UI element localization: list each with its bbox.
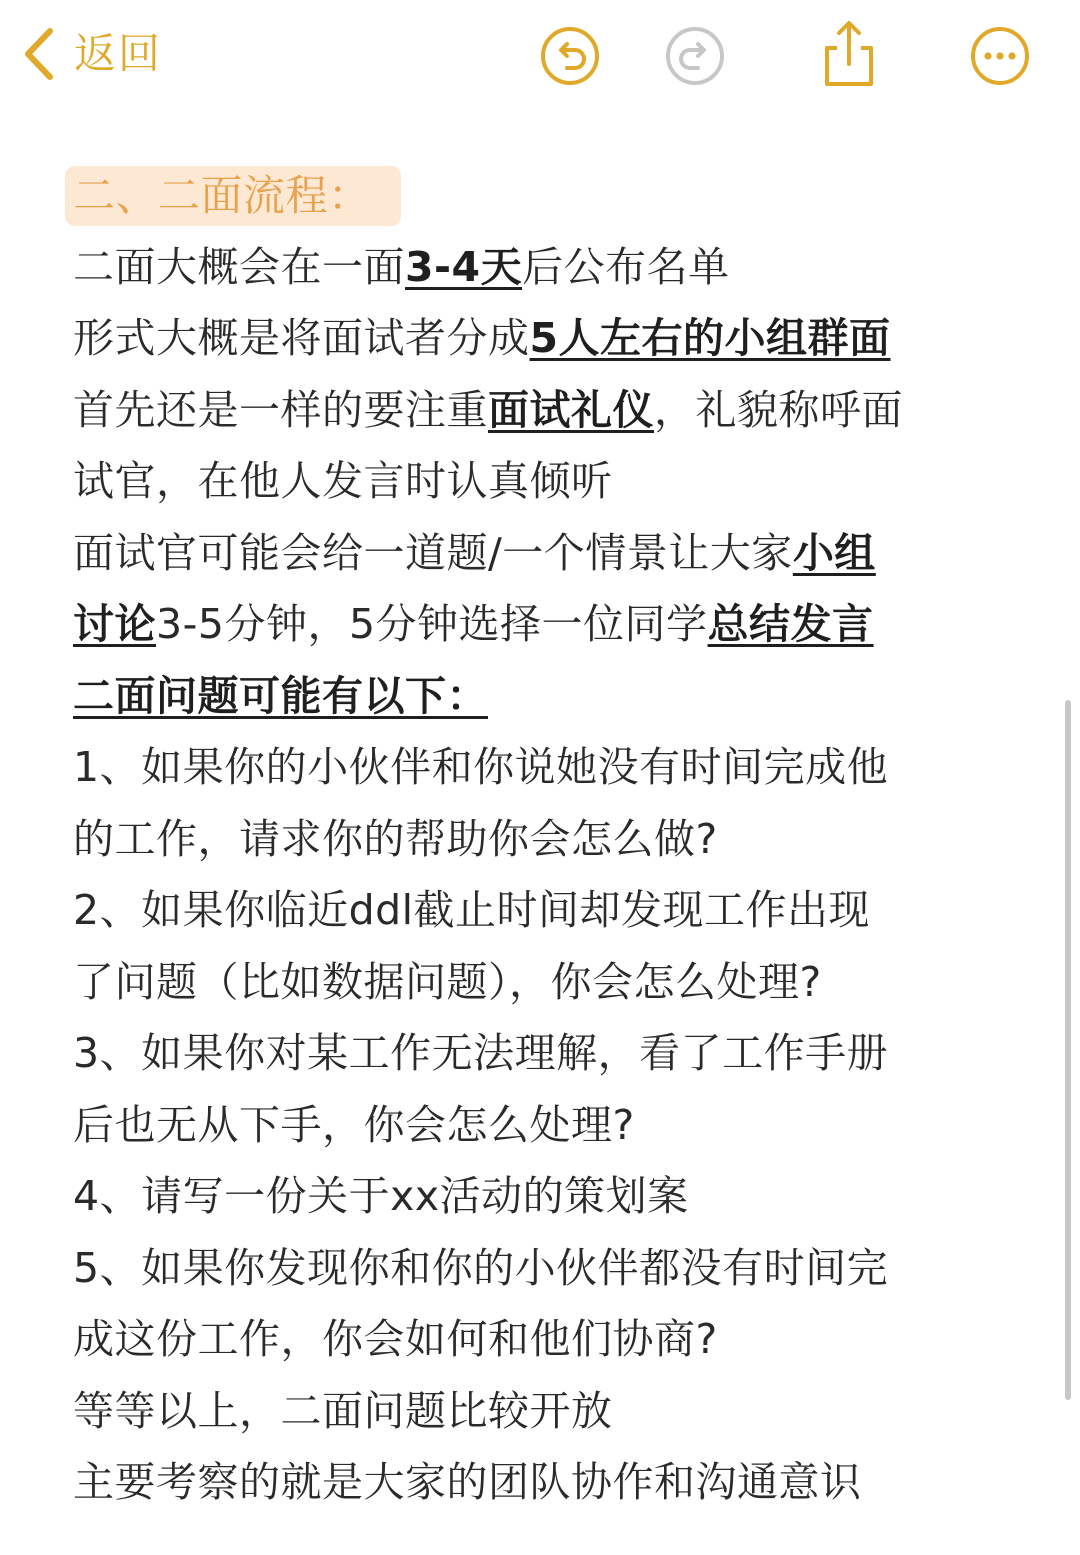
more-icon (968, 24, 1032, 88)
back-label: 返回 (74, 29, 163, 78)
note-line: 了问题（比如数据问题），你会怎么处理? (73, 957, 822, 1006)
note-line: 3、如果你对某工作无法理解，看了工作手册 (73, 1029, 889, 1077)
note-line (73, 232, 1008, 304)
section-heading: 二、二面流程： (73, 171, 371, 220)
note-line: 4、请写一份关于xx活动的策划案 (73, 1172, 689, 1220)
note-line (73, 303, 1008, 375)
top-toolbar (0, 0, 1080, 110)
heading-highlight (65, 166, 401, 226)
underlined-subheading: 二面问题可能有以下： (73, 671, 488, 720)
note-line: 主要考察的就是大家的团队协作和沟通意识 (73, 1458, 862, 1506)
note-line: 2、如果你临近ddl截止时间却发现工作出现 (73, 886, 871, 934)
back-button[interactable] (22, 24, 162, 84)
note-line (73, 518, 1008, 590)
underlined-text: 5人左右的小组群面 (529, 314, 891, 362)
note-line (73, 375, 1008, 447)
underlined-text: 讨论 (73, 600, 156, 648)
text-span: ，礼貌称呼面 (654, 385, 903, 434)
underlined-text: 总结发言 (707, 600, 874, 648)
section-heading-line (73, 160, 1008, 232)
scrollbar[interactable] (1065, 700, 1071, 1400)
note-line: 的工作，请求你的帮助你会怎么做? (73, 814, 718, 863)
text-span: 3-5分钟，5分钟选择一位同学 (156, 600, 708, 648)
underlined-text: 面试礼仪 (488, 385, 654, 434)
redo-icon (663, 24, 727, 88)
note-line (73, 589, 1008, 661)
text-span: 形式大概是将面试者分成 (73, 314, 530, 362)
text-span: 首先还是一样的要注重 (73, 385, 488, 434)
note-line: 5、如果你发现你和你的小伙伴都没有时间完 (73, 1243, 889, 1292)
undo-icon (538, 24, 602, 88)
underlined-text: 3-4天 (405, 242, 523, 291)
note-line: 后也无从下手，你会怎么处理? (73, 1100, 635, 1149)
text-span: 后公布名单 (522, 242, 730, 291)
chevron-left-icon (22, 25, 56, 83)
note-line (73, 661, 1008, 733)
undo-button[interactable] (538, 24, 602, 88)
underlined-text: 小组 (792, 528, 876, 577)
text-span: 面试官可能会给一道题/一个情景让大家 (73, 528, 793, 577)
note-body[interactable] (73, 160, 1008, 1519)
note-line: 成这份工作，你会如何和他们协商? (73, 1315, 718, 1363)
note-line: 等等以上，二面问题比较开放 (73, 1386, 613, 1435)
redo-button[interactable] (663, 24, 727, 88)
note-line: 1、如果你的小伙伴和你说她没有时间完成他 (73, 743, 889, 791)
text-span: 二面大概会在一面 (73, 242, 405, 291)
share-icon (817, 18, 881, 90)
note-line: 试官，在他人发言时认真倾听 (73, 457, 613, 505)
share-button[interactable] (817, 18, 881, 82)
more-button[interactable] (968, 24, 1032, 88)
